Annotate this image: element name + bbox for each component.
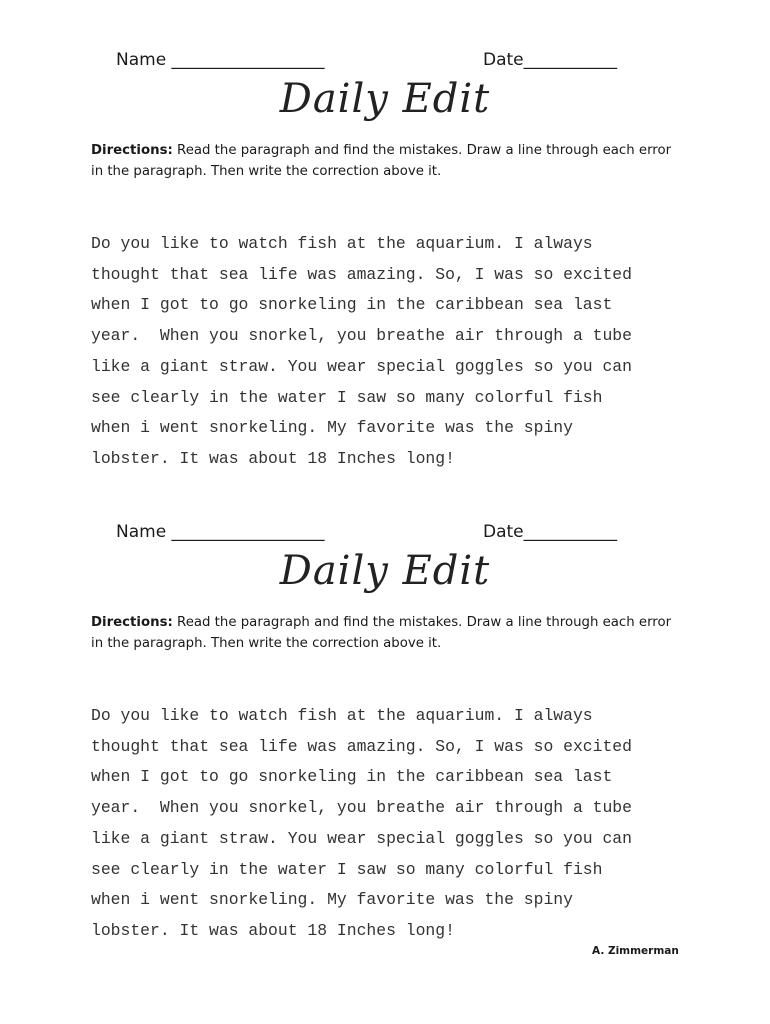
directions-label: Directions: — [91, 143, 173, 158]
author-signature: A. Zimmerman — [592, 945, 679, 957]
worksheet-title: Daily Edit — [279, 548, 491, 594]
edit-paragraph — [91, 701, 632, 947]
directions-text: Read the paragraph and find the mistakes. Draw a line through each error in the paragraph. Then write the correction above it. — [91, 143, 672, 179]
name-field: Name __________________ — [116, 50, 325, 70]
date-field: Date___________ — [483, 50, 618, 70]
paragraph-line: when i went snorkeling. My favorite was the spiny — [91, 890, 573, 910]
paragraph-line: Do you like to watch fish at the aquarium. I always — [91, 234, 593, 253]
edit-paragraph — [91, 229, 632, 475]
paragraph-line: like a giant straw. You wear special goggles so you can — [91, 356, 632, 376]
directions-text: Read the paragraph and find the mistakes. Draw a line through each error in the paragraph. Then write the correction above it. — [91, 615, 672, 651]
date-field: Date___________ — [483, 522, 618, 542]
paragraph-line: lobster. It was about 18 Inches long! — [91, 920, 455, 940]
directions — [91, 612, 681, 654]
name-field: Name __________________ — [116, 522, 325, 542]
paragraph-line: like a giant straw. You wear special goggles so you can — [91, 828, 632, 848]
paragraph-line: year. When you snorkel, you breathe air through a tube — [91, 798, 632, 818]
paragraph-line: when I got to go snorkeling in the caribbean sea last — [91, 295, 613, 315]
worksheet-title: Daily Edit — [279, 76, 491, 122]
paragraph-line: when I got to go snorkeling in the caribbean sea last — [91, 767, 613, 787]
paragraph-line: year. When you snorkel, you breathe air through a tube — [91, 326, 632, 346]
paragraph-line: thought that sea life was amazing. So, I was so excited — [91, 264, 632, 284]
paragraph-line: see clearly in the water I saw so many colorful fish — [91, 387, 603, 407]
directions — [91, 140, 681, 182]
directions-label: Directions: — [91, 615, 173, 630]
paragraph-line: see clearly in the water I saw so many colorful fish — [91, 859, 603, 879]
paragraph-line: thought that sea life was amazing. So, I was so excited — [91, 736, 632, 756]
paragraph-line: when i went snorkeling. My favorite was the spiny — [91, 418, 573, 438]
paragraph-line: lobster. It was about 18 Inches long! — [91, 448, 455, 468]
paragraph-line: Do you like to watch fish at the aquarium. I always — [91, 706, 593, 725]
